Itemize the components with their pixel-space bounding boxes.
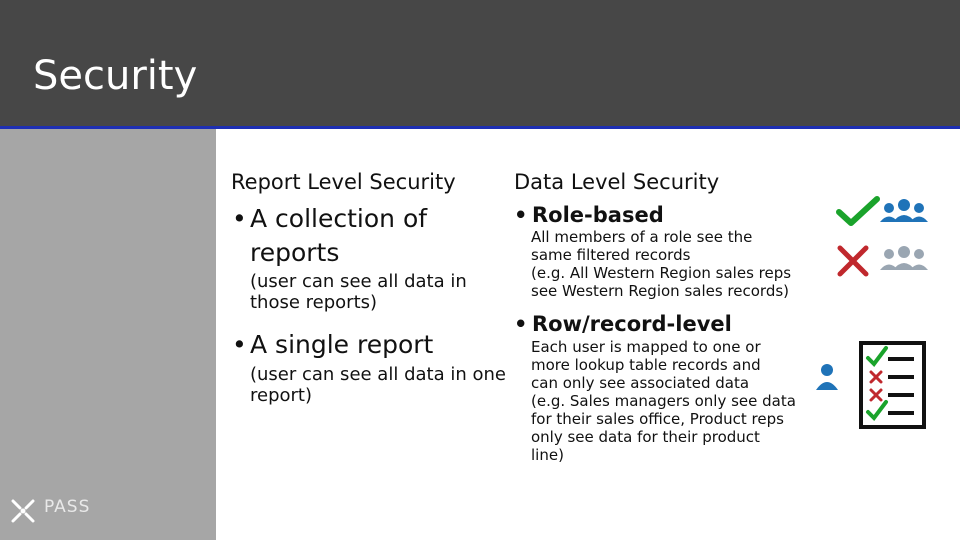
detail-line: line): [531, 446, 564, 464]
sidebar-panel: [0, 129, 216, 540]
detail-line: (e.g. All Western Region sales reps: [531, 264, 792, 282]
detail-line: more lookup table records and: [531, 356, 761, 374]
bullet-marker: •: [514, 312, 528, 336]
bullet-marker: •: [514, 203, 528, 227]
role-based-detail: [531, 228, 791, 300]
detail-line: same filtered records: [531, 246, 691, 264]
detail-line: can only see associated data: [531, 374, 750, 392]
slide-title: Security: [33, 53, 198, 99]
collection-label-cont: reports: [250, 238, 340, 267]
pass-logo: [10, 496, 90, 526]
user-icon: [814, 362, 840, 392]
pass-logo-icon: [10, 496, 36, 526]
row-level-detail: [531, 338, 796, 464]
row-level-label: Row/record-level: [532, 312, 732, 336]
user-group-icon: [879, 244, 929, 276]
data-level-heading: Data Level Security: [514, 170, 720, 194]
role-based-label: Role-based: [532, 203, 664, 227]
collection-label: A collection of: [250, 204, 428, 233]
bullet-marker: •: [232, 204, 247, 233]
detail-line: (e.g. Sales managers only see data: [531, 392, 796, 410]
report-level-heading: Report Level Security: [231, 170, 456, 194]
check-mark-icon: [836, 196, 880, 228]
bullet-marker: •: [232, 330, 247, 359]
detail-line: for their sales office, Product reps: [531, 410, 784, 428]
single-report-label: A single report: [250, 330, 434, 359]
collection-detail: (user can see all data in those reports): [250, 271, 467, 313]
x-mark-icon: [836, 244, 870, 278]
detail-line: All members of a role see the: [531, 228, 753, 246]
logo-text: PASS: [44, 497, 91, 517]
detail-line: see Western Region sales records): [531, 282, 790, 300]
detail-line: Each user is mapped to one or: [531, 338, 761, 356]
detail-line: only see data for their product: [531, 428, 760, 446]
single-report-detail: (user can see all data in one report): [250, 364, 506, 406]
checklist-icon: [858, 340, 928, 430]
user-group-icon: [879, 198, 929, 230]
